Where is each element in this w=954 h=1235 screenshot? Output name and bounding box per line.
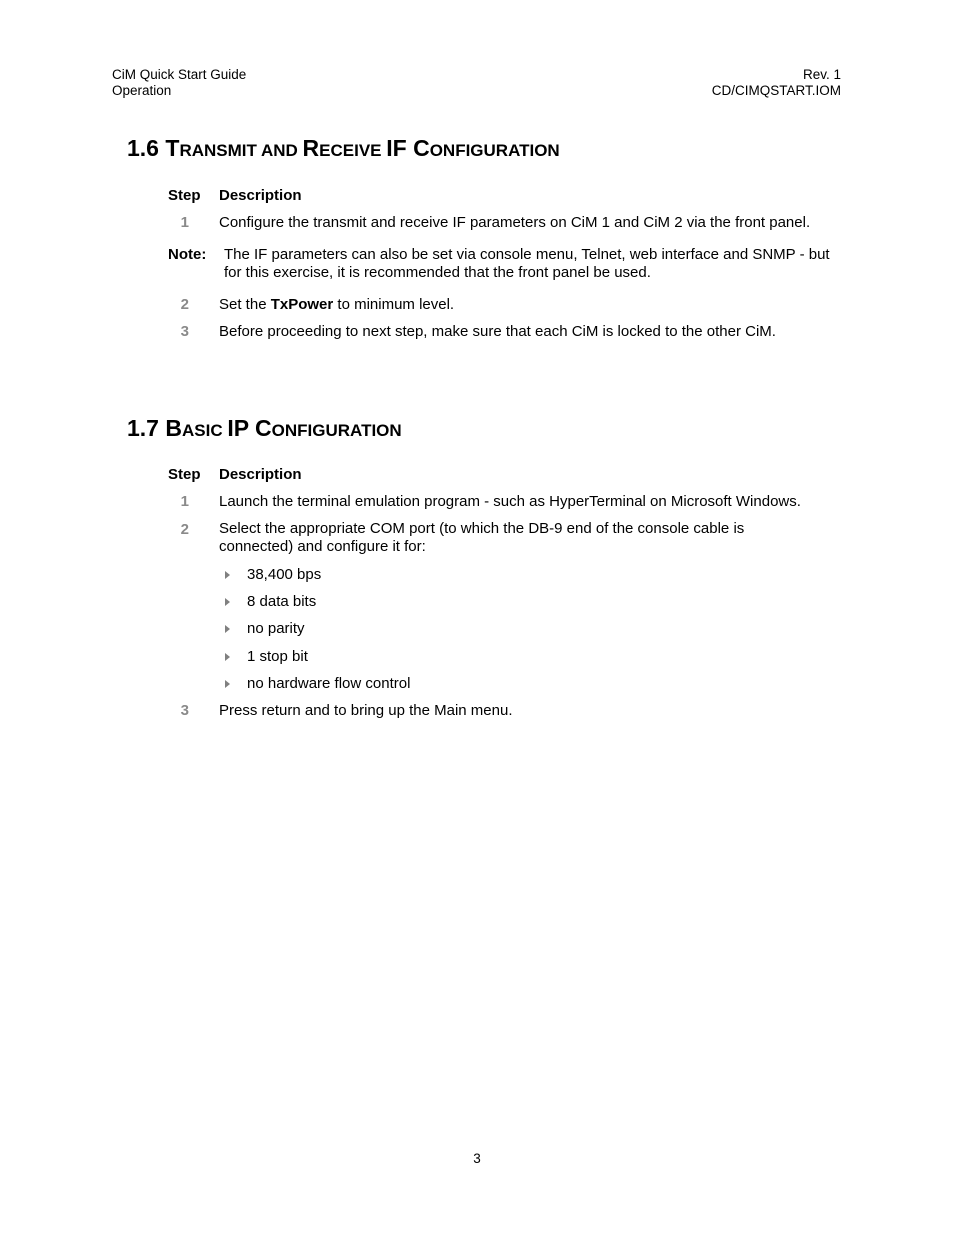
section-number: 1.6 — [127, 135, 159, 161]
page-number: 3 — [473, 1151, 481, 1166]
step-number: 3 — [180, 702, 189, 719]
step-number: 1 — [180, 214, 189, 231]
txpower-term: TxPower — [270, 296, 334, 313]
triangle-bullet-icon — [225, 653, 230, 661]
triangle-bullet-icon — [225, 625, 230, 633]
step-description: Launch the terminal emulation program - such as HyperTerminal on Microsoft Windows. — [219, 493, 801, 510]
step-description: Before proceeding to next step, make sure that each CiM is locked to the other CiM. — [219, 323, 776, 340]
note-label: Note: — [168, 246, 207, 263]
section-number: 1.7 — [127, 415, 159, 441]
section-title-1-7: 1.7 BASIC IP CONFIGURATION — [127, 415, 402, 441]
step-number: 1 — [180, 493, 189, 510]
revision: Rev. 1 — [802, 67, 841, 82]
step-number: 2 — [180, 521, 189, 538]
note-text: The IF parameters can also be set via console menu, Telnet, web interface and SNMP - but for this exercise, it is recommended that the front panel be used. — [224, 246, 830, 281]
document-code: CD/CIMQSTART.IOM — [711, 83, 841, 98]
header-left — [112, 67, 246, 99]
column-description: Description — [219, 187, 302, 204]
column-step: Step — [168, 187, 201, 204]
column-step: Step — [168, 466, 201, 483]
header-right — [712, 67, 841, 99]
step-description: Set the TxPower to minimum level. — [219, 296, 455, 313]
column-description: Description — [219, 466, 302, 483]
step-number: 2 — [180, 296, 189, 313]
document-title: CiM Quick Start Guide — [112, 67, 247, 82]
step-description: Press return and to bring up the Main menu. — [219, 702, 513, 719]
step-description: Select the appropriate COM port (to which the DB-9 end of the console cable is connected) and configure it for: — [219, 520, 745, 555]
step-number: 3 — [180, 323, 189, 340]
section-title-1-6: 1.6 TRANSMIT AND RECEIVE IF CONFIGURATION — [127, 135, 560, 161]
triangle-bullet-icon — [225, 680, 230, 688]
triangle-bullet-icon — [225, 598, 230, 606]
step-description: Configure the transmit and receive IF parameters on CiM 1 and CiM 2 via the front panel. — [219, 214, 811, 231]
triangle-bullet-icon — [225, 571, 230, 579]
chapter-name: Operation — [112, 83, 172, 98]
